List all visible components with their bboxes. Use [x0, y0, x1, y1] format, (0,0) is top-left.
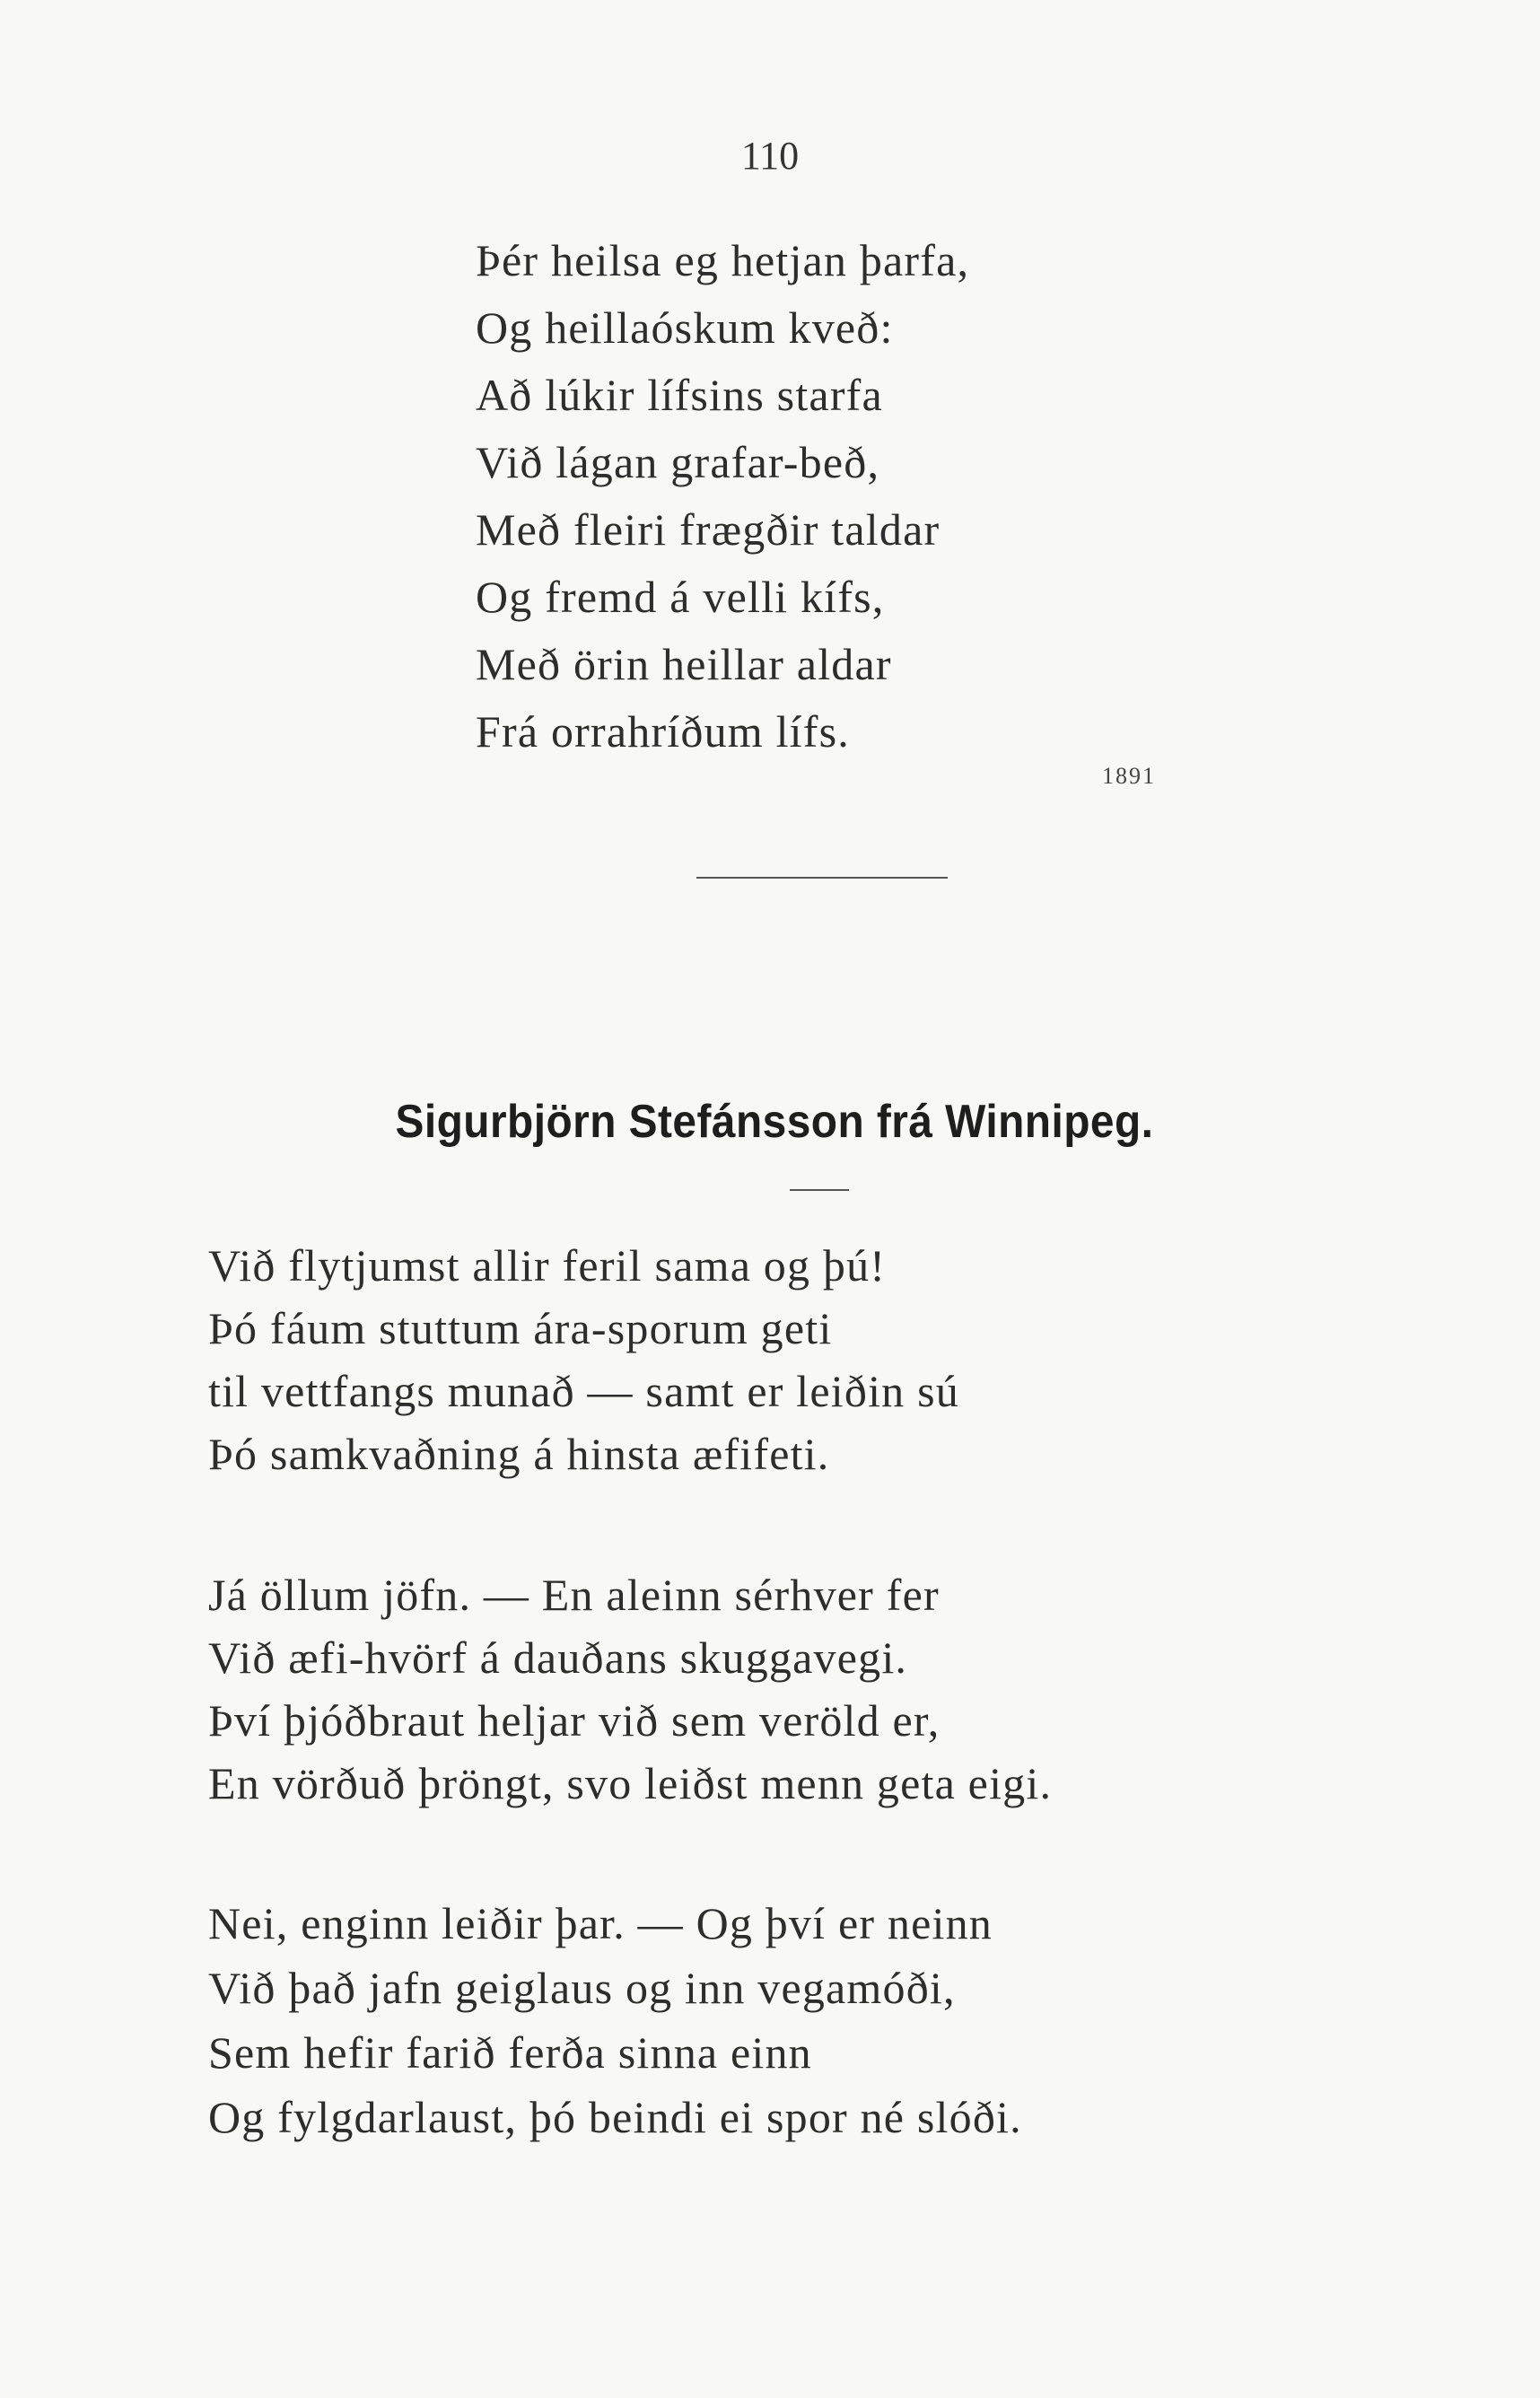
- poem-one-line: Frá orrahríðum lífs.: [476, 706, 850, 757]
- poem-one-line: Að lúkir lífsins starfa: [476, 370, 883, 420]
- poem-one-line: Þér heilsa eg hetjan þarfa,: [476, 235, 970, 285]
- poem-two-line: Því þjóðbraut heljar við sem veröld er,: [208, 1695, 941, 1746]
- section-divider: [696, 877, 948, 879]
- page-number: 110: [740, 134, 800, 178]
- poem-two-line: Við æfi-hvörf á dauðans skuggavegi.: [208, 1632, 908, 1683]
- poem-one-line: Með örin heillar aldar: [476, 639, 892, 689]
- poem-one-line: Með fleiri frægðir taldar: [476, 504, 941, 555]
- poem-one-line: Og heillaóskum kveð:: [476, 302, 894, 353]
- poem-two-line: Þó fáum stuttum ára-sporum geti: [208, 1303, 833, 1353]
- poem-two-line: Og fylgdarlaust, þó beindi ei spor né slóði.: [208, 2092, 1022, 2142]
- heading-divider: [790, 1189, 849, 1191]
- poem-heading: Sigurbjörn Stefánsson frá Winnipeg.: [395, 1096, 1154, 1148]
- poem-two-line: Þó samkvaðning á hinsta æfifeti.: [208, 1429, 830, 1479]
- poem-two-line: Við flytjumst allir feril sama og þú!: [208, 1240, 887, 1291]
- poem-one-line: Og fremd á velli kífs,: [476, 572, 885, 622]
- poem-two-line: En vörðuð þröngt, svo leiðst menn geta eigi.: [208, 1758, 1053, 1808]
- poem-two-line: Við það jafn geiglaus og inn vegamóði,: [208, 1963, 956, 2013]
- poem-two-line: Sem hefir farið ferða sinna einn: [208, 2027, 812, 2078]
- poem-two-line: Já öllum jöfn. — En aleinn sérhver fer: [208, 1570, 940, 1620]
- year-label: 1891: [1102, 763, 1156, 789]
- poem-two-line: til vettfangs munað — samt er leiðin sú: [208, 1366, 959, 1416]
- poem-one-line: Við lágan grafar-beð,: [476, 437, 880, 487]
- poem-two-line: Nei, enginn leiðir þar. — Og því er neinn: [208, 1898, 993, 1948]
